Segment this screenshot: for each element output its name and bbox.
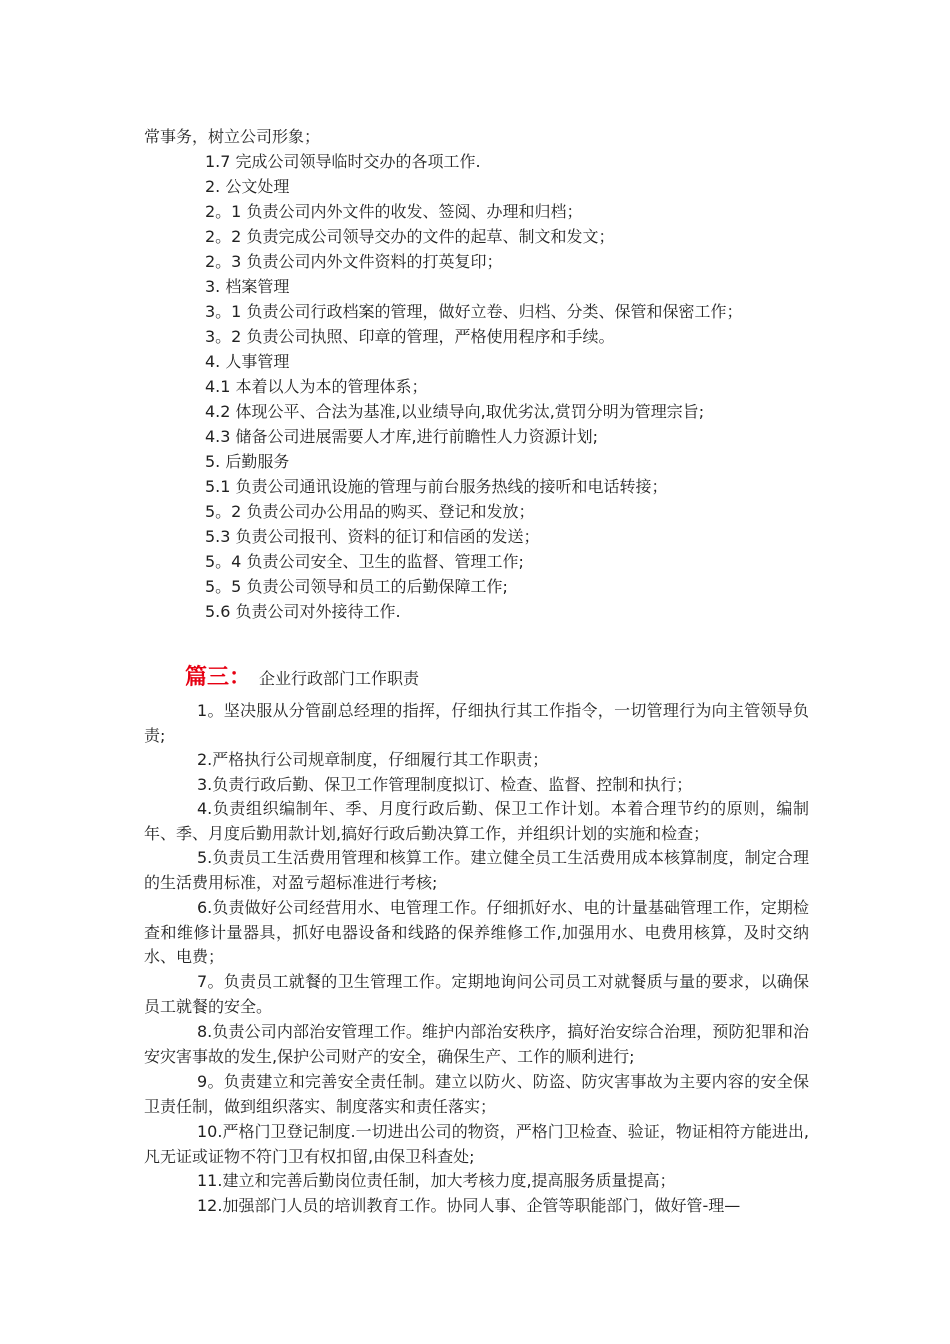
list-item: 4. 人事管理 <box>205 352 290 371</box>
list-item: 3。1 负责公司行政档案的管理，做好立卷、归档、分类、保管和保密工作； <box>205 302 743 321</box>
paragraph: 10.严格门卫登记制度.一切进出公司的物资，严格门卫检查、验证，物证相符方能进出,凡无证或证物不符门卫有权扣留,由保卫科查处; <box>144 1122 809 1166</box>
list-item: 5。2 负责公司办公用品的购买、登记和发放； <box>205 502 535 521</box>
list-item: 2. 公文处理 <box>205 177 290 196</box>
list-item: 4.2 体现公平、合法为基准,以业绩导向,取优劣汰,赏罚分明为管理宗旨; <box>205 402 705 421</box>
paragraph: 9。负责建立和完善安全责任制。建立以防火、防盗、防灾害事故为主要内容的安全保卫责任制，做到组织落实、制度落实和责任落实； <box>144 1072 809 1116</box>
paragraph: 12.加强部门人员的培训教育工作。协同人事、企管等职能部门，做好管-理— <box>197 1196 741 1215</box>
list-item: 5。4 负责公司安全、卫生的监督、管理工作; <box>205 552 524 571</box>
list-item: 4.3 储备公司进展需要人才库,进行前瞻性人力资源计划; <box>205 427 599 446</box>
list-item: 5。5 负责公司领导和员工的后勤保障工作; <box>205 577 508 596</box>
list-item: 5.3 负责公司报刊、资料的征订和信函的发送； <box>205 527 540 546</box>
list-item: 4.1 本着以人为本的管理体系； <box>205 377 428 396</box>
list-item: 5.6 负责公司对外接待工作. <box>205 602 401 621</box>
section-heading <box>185 660 419 690</box>
list-item: 3。2 负责公司执照、印章的管理，严格使用程序和手续。 <box>205 327 615 346</box>
list-item: 1.7 完成公司领导临时交办的各项工作. <box>205 152 481 171</box>
paragraph: 11.建立和完善后勤岗位责任制，加大考核力度,提高服务质量提高； <box>197 1171 676 1190</box>
section-title: 企业行政部门工作职责 <box>259 669 420 688</box>
paragraph: 1。坚决服从分管副总经理的指挥，仔细执行其工作指令，一切管理行为向主管领导负责; <box>144 701 809 745</box>
paragraph: 3.负责行政后勤、保卫工作管理制度拟订、检查、监督、控制和执行； <box>197 775 693 794</box>
list-item: 3. 档案管理 <box>205 277 290 296</box>
paragraph: 6.负责做好公司经营用水、电管理工作。仔细抓好水、电的计量基础管理工作，定期检查和维修计量器具，抓好电器设备和线路的保养维修工作,加强用水、电费用核算，及时交纳水、电费； <box>144 898 809 966</box>
list-item: 2。3 负责公司内外文件资料的打英复印； <box>205 252 503 271</box>
paragraph: 2.严格执行公司规章制度，仔细履行其工作职责； <box>197 750 549 769</box>
list-item: 5.1 负责公司通讯设施的管理与前台服务热线的接听和电话转接； <box>205 477 668 496</box>
continuation-line: 常事务，树立公司形象； <box>144 127 321 146</box>
section-label: 篇三： <box>185 665 252 690</box>
paragraph: 8.负责公司内部治安管理工作。维护内部治安秩序，搞好治安综合治理，预防犯罪和治安灾害事故的发生,保护公司财产的安全，确保生产、工作的顺利进行; <box>144 1022 809 1066</box>
paragraph: 7。负责员工就餐的卫生管理工作。定期地询问公司员工对就餐质与量的要求，以确保员工就餐的安全。 <box>144 972 809 1016</box>
list-item: 5. 后勤服务 <box>205 452 290 471</box>
paragraph: 5.负责员工生活费用管理和核算工作。建立健全员工生活费用成本核算制度，制定合理的生活费用标准，对盈亏超标准进行考核; <box>144 848 809 892</box>
paragraph: 4.负责组织编制年、季、月度行政后勤、保卫工作计划。本着合理节约的原则，编制年、季、月度后勤用款计划,搞好行政后勤决算工作，并组织计划的实施和检查； <box>144 799 809 843</box>
list-item: 2。2 负责完成公司领导交办的文件的起草、制文和发文； <box>205 227 615 246</box>
list-item: 2。1 负责公司内外文件的收发、签阅、办理和归档； <box>205 202 583 221</box>
